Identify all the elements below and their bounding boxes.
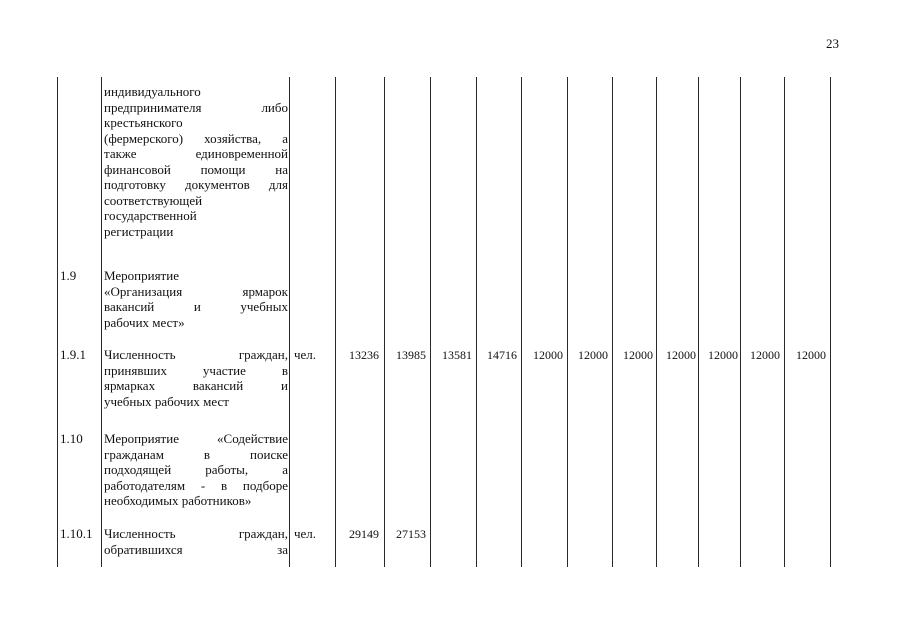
table-column-line bbox=[521, 77, 522, 567]
description-line: «Организация ярмарок bbox=[104, 283, 288, 299]
value-cell: 29149 bbox=[349, 527, 379, 541]
table-column-line bbox=[335, 77, 336, 567]
value-cell: 13985 bbox=[396, 348, 426, 362]
description-line: вакансий и учебных bbox=[104, 299, 288, 314]
table-column-line bbox=[476, 77, 477, 567]
row-code: 1.10.1 bbox=[60, 526, 93, 541]
table-column-line bbox=[567, 77, 568, 567]
table-column-line bbox=[740, 77, 741, 567]
table-column-line bbox=[830, 77, 831, 567]
value-cell: 13236 bbox=[349, 348, 379, 362]
value-cell: 12000 bbox=[750, 348, 780, 362]
value-cell: 12000 bbox=[623, 348, 653, 362]
value-cell: 12000 bbox=[666, 348, 696, 362]
table-column-line bbox=[384, 77, 385, 567]
table-column-line bbox=[698, 77, 699, 567]
description-line: рабочих мест» bbox=[104, 314, 185, 330]
description-line: государственной bbox=[104, 208, 197, 223]
table-column-line bbox=[289, 77, 290, 567]
row-description bbox=[104, 84, 288, 239]
value-cell: 12000 bbox=[578, 348, 608, 362]
value-cell: 27153 bbox=[396, 527, 426, 541]
row-code: 1.10 bbox=[60, 431, 83, 446]
value-cell: 14716 bbox=[487, 348, 517, 362]
row-unit: чел. bbox=[294, 526, 317, 541]
table-column-line bbox=[430, 77, 431, 567]
value-cell: 12000 bbox=[533, 348, 563, 362]
description-line: предпринимателя либо bbox=[104, 99, 288, 115]
description-line: принявших участие в bbox=[104, 362, 288, 378]
description-line: обратившихся за bbox=[104, 541, 288, 557]
page-number: 23 bbox=[826, 36, 839, 51]
description-line: необходимых работников» bbox=[104, 493, 252, 508]
description-line: гражданам в поиске bbox=[104, 446, 288, 462]
description-line: учебных рабочих мест bbox=[104, 393, 229, 409]
row-description bbox=[104, 347, 288, 409]
value-cell: 12000 bbox=[708, 348, 738, 362]
row-description bbox=[104, 431, 288, 509]
row-description bbox=[104, 268, 288, 330]
description-line: ярмарках вакансий и bbox=[104, 378, 288, 393]
description-line: финансовой помощи на bbox=[104, 161, 288, 177]
row-unit: чел. bbox=[294, 347, 317, 362]
row-code: 1.9.1 bbox=[60, 347, 86, 362]
description-line: подготовку документов для bbox=[104, 177, 288, 192]
row-code: 1.9 bbox=[60, 268, 77, 283]
value-cell: 13581 bbox=[442, 348, 472, 362]
value-cell: 12000 bbox=[796, 348, 826, 362]
description-line: Мероприятие «Содействие bbox=[104, 431, 288, 446]
row-description bbox=[104, 526, 288, 557]
description-line: подходящей работы, а bbox=[104, 462, 288, 477]
table-column-line bbox=[784, 77, 785, 567]
table-column-line bbox=[656, 77, 657, 567]
description-line: также единовременной bbox=[104, 146, 288, 161]
description-line: соответствующей bbox=[104, 192, 203, 208]
description-line: крестьянского bbox=[104, 115, 183, 130]
description-line: (фермерского) хозяйства, а bbox=[104, 130, 288, 146]
description-line: Численность граждан, bbox=[104, 526, 288, 541]
table-column-line bbox=[612, 77, 613, 567]
description-line: индивидуального bbox=[104, 84, 201, 99]
description-line: работодателям - в подборе bbox=[104, 477, 288, 493]
table-column-line bbox=[101, 77, 102, 567]
description-line: регистрации bbox=[104, 223, 174, 239]
table-column-line bbox=[57, 77, 58, 567]
description-line: Численность граждан, bbox=[104, 347, 288, 362]
description-line: Мероприятие bbox=[104, 268, 179, 283]
